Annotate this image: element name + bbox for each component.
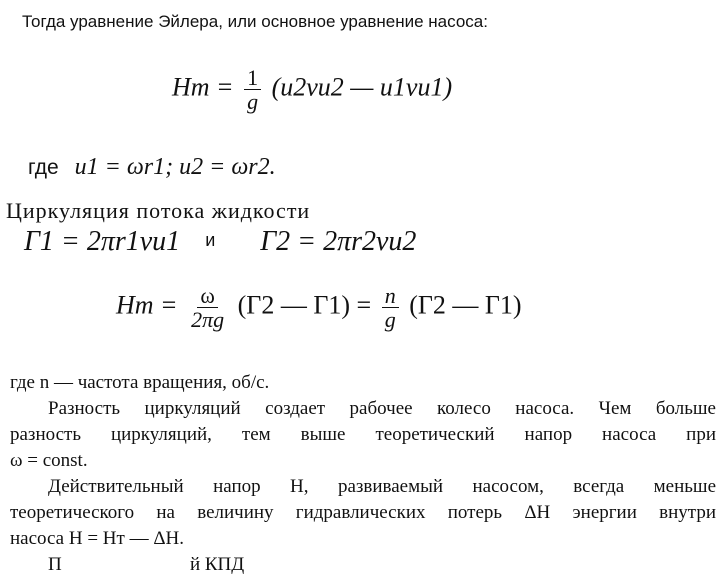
body-line-8: П й КПД [48, 554, 245, 575]
velocity-relations: u1 = ωr1; u2 = ωr2. [74, 154, 276, 180]
velocity-definitions [28, 154, 276, 181]
and-word: и [205, 230, 216, 250]
euler-fraction [244, 66, 261, 113]
slide-title: Тогда уравнение Эйлера, или основное уравнение насоса: [22, 12, 488, 31]
head-fraction-omega [188, 284, 227, 331]
euler-fraction-numerator: 1 [244, 66, 261, 90]
body-line-7: насоса H = Hт — ΔH. [10, 528, 185, 549]
head-fraction-n [382, 284, 399, 331]
euler-fraction-denominator: g [247, 89, 259, 115]
where-word: где [28, 156, 59, 179]
circulation-g1: Г1 = 2πr1vu1 [24, 226, 181, 257]
euler-equation [172, 66, 452, 113]
body-line-6: теоретического на величину гидравлических потерь ΔH энергии внутри [10, 502, 716, 523]
euler-rhs: (u2vu2 — u1vu1) [271, 72, 453, 102]
body-line-1: где n — частота вращения, об/с. [10, 372, 270, 393]
circulation-equations [24, 226, 416, 258]
head-fraction-omega-denominator: 2πg [191, 307, 225, 333]
circulation-g2: Г2 = 2πr2vu2 [260, 226, 417, 257]
euler-lhs: Hт = [172, 72, 234, 102]
body-line-4: ω = const. [10, 450, 88, 471]
head-rhs: (Г2 — Г1) [409, 290, 522, 320]
head-middle: (Г2 — Г1) = [237, 290, 372, 320]
head-lhs: Hт = [116, 290, 178, 320]
body-line-2: Разность циркуляций создает рабочее колесо насоса. Чем больше [48, 398, 716, 419]
theoretical-head-equation [116, 284, 522, 331]
head-fraction-omega-numerator: ω [197, 284, 217, 308]
body-line-5: Действительный напор H, развиваемый насосом, всегда меньше [48, 476, 716, 497]
circulation-heading: Циркуляция потока жидкости [6, 198, 311, 223]
head-fraction-n-numerator: n [382, 284, 399, 308]
body-line-3: разность циркуляций, тем выше теоретический напор насоса при [10, 424, 716, 445]
head-fraction-n-denominator: g [384, 307, 396, 333]
body-text [10, 370, 716, 578]
